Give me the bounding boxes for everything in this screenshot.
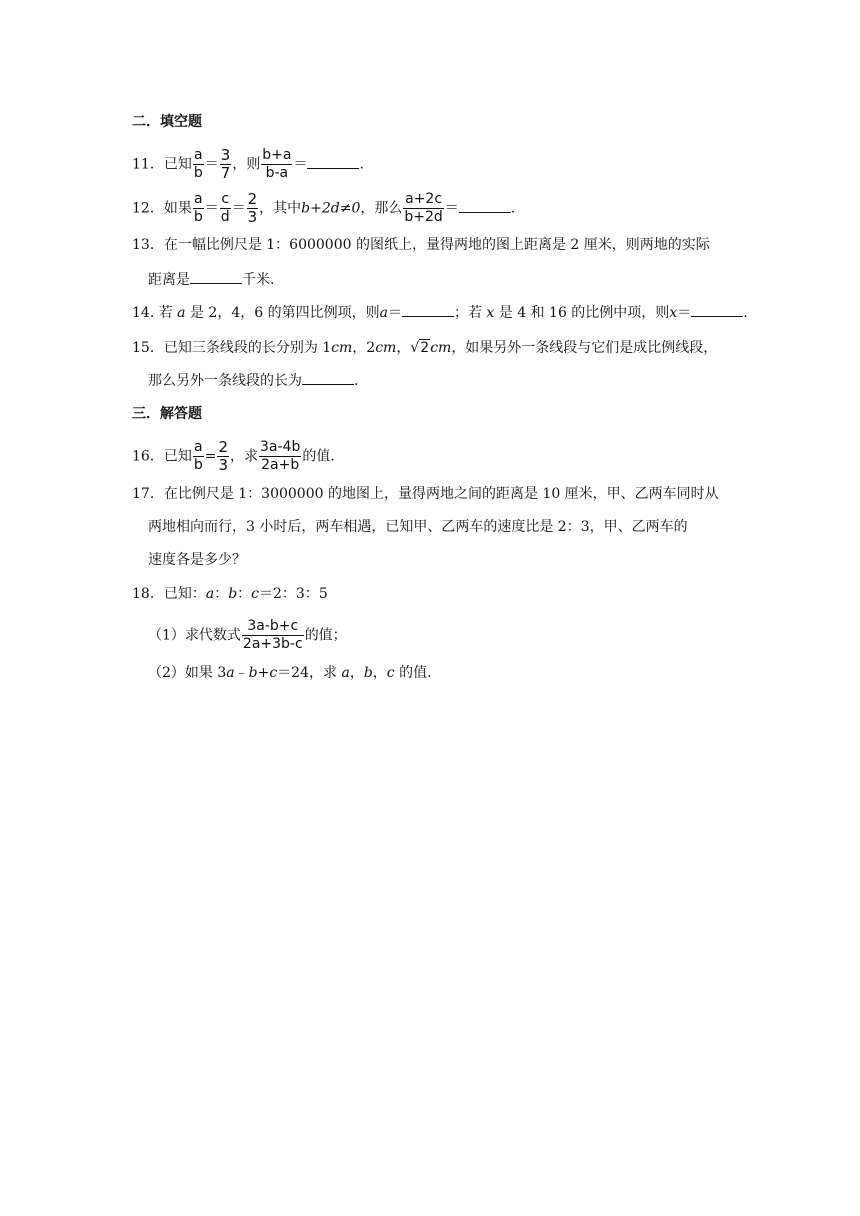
answer-blank: [190, 271, 242, 284]
fraction: $\frac{3}{7}$: [220, 146, 231, 182]
answer-blank: [459, 200, 511, 213]
fraction: $\frac{3a-b+c}{2a+3b-c}$: [242, 618, 303, 652]
fraction: $\frac{2}{3}$: [218, 438, 228, 474]
answer-blank: [691, 304, 743, 317]
question-13-line-2: 距离是 千米.: [148, 272, 275, 288]
question-17-line-2: 两地相向而行，3 小时后，两车相遇，已知甲、乙两车的速度比是 2：3，甲、乙两车的: [148, 519, 688, 535]
square-root: √2: [410, 340, 430, 356]
fraction: $\frac{a}{b}$: [193, 439, 203, 473]
fraction: $\frac{2}{3}$: [247, 190, 258, 226]
answer-blank: [307, 156, 359, 169]
section-heading-answers: 三．解答题: [132, 406, 202, 422]
fraction: $\frac{b+a}{b-a}$: [262, 147, 292, 181]
question-18: 18．已知：a：b：c＝2：3：5: [132, 586, 328, 602]
answer-blank: [302, 372, 354, 385]
question-18-part-1: （1）求代数式 $\frac{3a-b+c}{2a+3b-c}$ 的值；: [148, 618, 347, 652]
question-11: 11．已知 $\frac{a}{b}$ ＝ $\frac{3}{7}$ ，则 $\frac{b+a}{b-a}$ ＝ .: [132, 146, 364, 182]
fraction: $\frac{a}{b}$: [193, 191, 203, 225]
question-14: 14. 若 a 是 2，4，6 的第四比例项，则a＝ ；若 x 是 4 和 16 的比例中项，则x＝ .: [132, 305, 748, 321]
answer-blank: [402, 304, 454, 317]
question-18-part-2: （2）如果 3a﹣b+c＝24，求 a，b，c 的值.: [148, 665, 432, 681]
question-13-line-1: 13．在一幅比例尺是 1：6000000 的图纸上，量得两地的图上距离是 2 厘米，则两地的实际: [132, 237, 710, 253]
question-17-line-1: 17．在比例尺是 1：3000000 的地图上，量得两地之间的距离是 10 厘米，甲、乙两车同时从: [132, 486, 719, 502]
fraction: $\frac{a+2c}{b+2d}$: [404, 191, 443, 225]
fraction: $\frac{c}{d}$: [220, 191, 230, 225]
section-heading-fill-in: 二．填空题: [132, 114, 202, 130]
question-12: 12．如果 $\frac{a}{b}$ ＝ $\frac{c}{d}$ ＝ $\frac{2}{3}$ ，其中b+2d≠0，那么 $\frac{a+2c}{b+2d}$ ＝ .: [132, 190, 516, 226]
question-17-line-3: 速度各是多少？: [148, 552, 246, 568]
fraction: $\frac{a}{b}$: [193, 147, 203, 181]
question-15-line-2: 那么另外一条线段的长为 .: [148, 373, 359, 389]
question-15-line-1: 15．已知三条线段的长分别为 1cm，2cm，√2cm，如果另外一条线段与它们是成比例线段，: [132, 340, 718, 356]
question-16: 16．已知 $\frac{a}{b}$ = $\frac{2}{3}$ ，求 $\frac{3a-4b}{2a+b}$ 的值.: [132, 438, 335, 474]
fraction: $\frac{3a-4b}{2a+b}$: [260, 439, 301, 473]
